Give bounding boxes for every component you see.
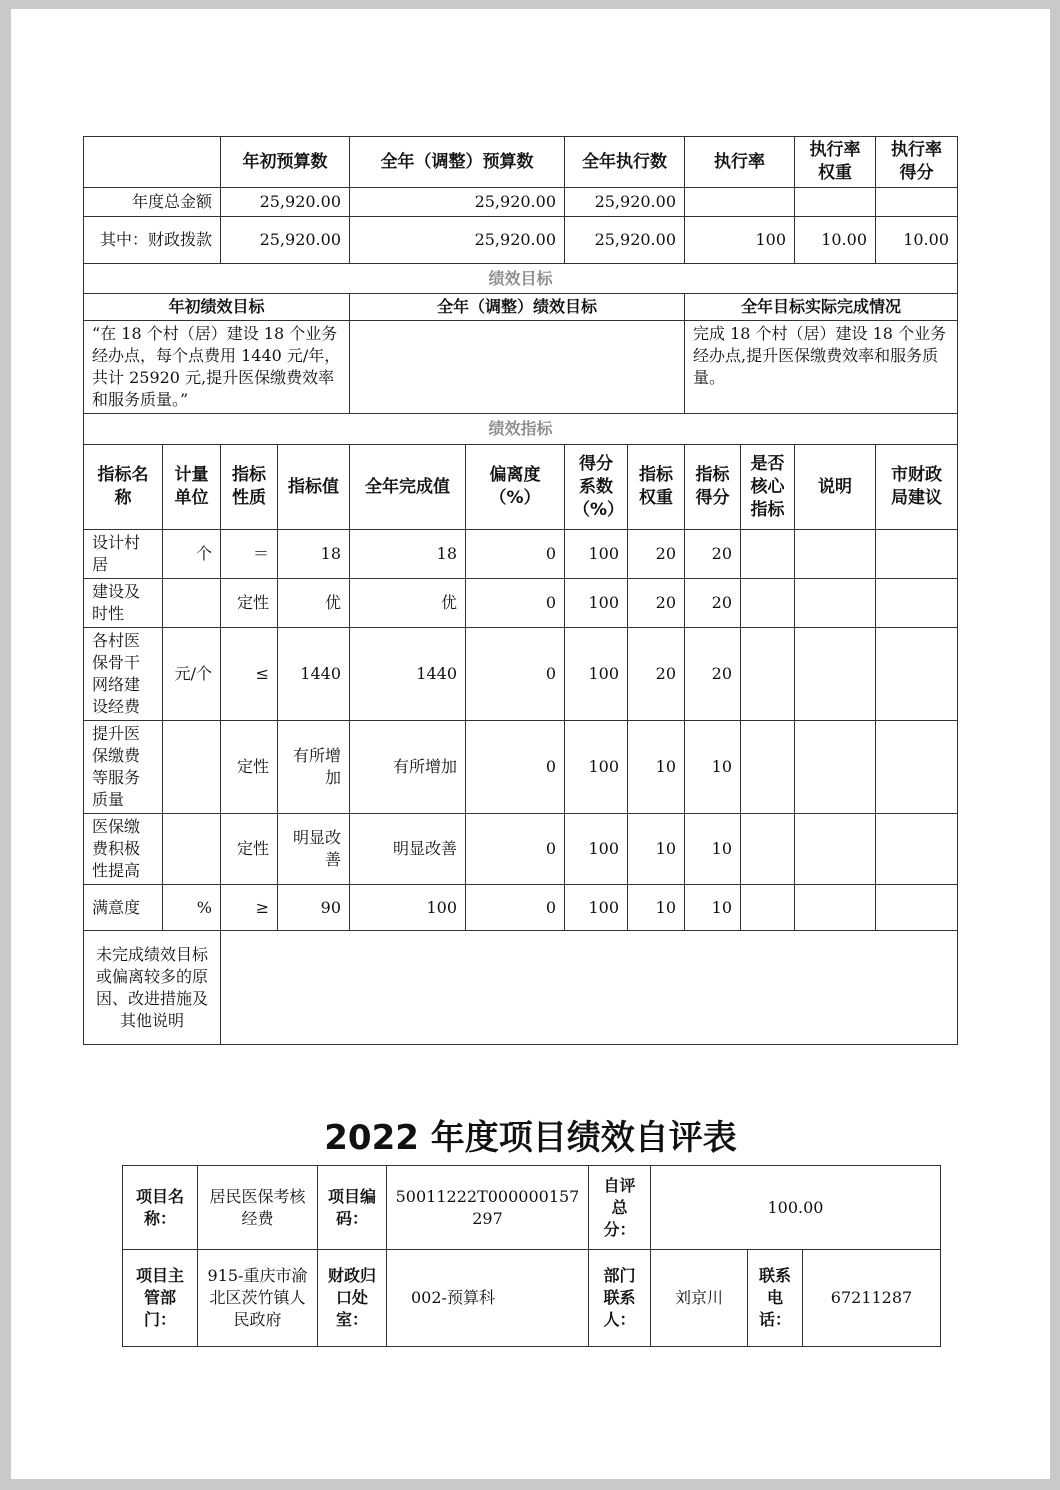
goals-section-row <box>84 264 958 294</box>
ind-header-deviation: 偏离度（%） <box>466 445 565 530</box>
fin-office-label: 财政归口处室： <box>318 1250 387 1347</box>
indicator-core <box>741 579 795 628</box>
self-score-label: 自评总分： <box>589 1166 651 1250</box>
document-page <box>11 9 1050 1479</box>
fiscal-initial: 25,920.00 <box>221 217 350 264</box>
indicator-deviation: 0 <box>466 628 565 721</box>
project-name: 居民医保考核经费 <box>198 1166 318 1250</box>
indicator-deviation: 0 <box>466 814 565 885</box>
total-initial: 25,920.00 <box>221 188 350 217</box>
performance-table <box>83 136 958 1045</box>
indicator-name: 医保缴费积极性提高 <box>84 814 163 885</box>
phone: 67211287 <box>803 1250 941 1347</box>
indicator-value: 18 <box>278 530 350 579</box>
ind-header-weight: 指标权重 <box>628 445 685 530</box>
indicator-weight: 20 <box>628 530 685 579</box>
ind-header-value: 指标值 <box>278 445 350 530</box>
indicator-unit: 元/个 <box>163 628 221 721</box>
indicator-nature: ≥ <box>221 885 278 931</box>
indicator-coef: 100 <box>565 721 628 814</box>
indicator-nature: ＝ <box>221 530 278 579</box>
indicator-value: 90 <box>278 885 350 931</box>
indicator-core <box>741 628 795 721</box>
indicator-unit: 个 <box>163 530 221 579</box>
project-info-table <box>122 1165 941 1347</box>
indicator-value: 优 <box>278 579 350 628</box>
unfinished-text <box>221 931 958 1045</box>
fiscal-rate: 100 <box>685 217 795 264</box>
goal-initial-header: 年初绩效目标 <box>84 294 350 321</box>
contact: 刘京川 <box>651 1250 748 1347</box>
indicator-row <box>84 814 958 885</box>
indicator-actual: 100 <box>350 885 466 931</box>
indicator-core <box>741 814 795 885</box>
goal-adjusted-header: 全年（调整）绩效目标 <box>350 294 685 321</box>
ind-header-nature: 指标性质 <box>221 445 278 530</box>
indicator-note <box>795 721 876 814</box>
indicator-value: 1440 <box>278 628 350 721</box>
indicator-weight: 10 <box>628 885 685 931</box>
indicator-name: 提升医保缴费等服务质量 <box>84 721 163 814</box>
ind-header-name: 指标名称 <box>84 445 163 530</box>
indicator-core <box>741 885 795 931</box>
indicator-score: 20 <box>685 579 741 628</box>
indicator-row <box>84 885 958 931</box>
indicator-unit <box>163 579 221 628</box>
indicator-deviation: 0 <box>466 885 565 931</box>
project-row-1 <box>123 1166 941 1250</box>
budget-fiscal-row <box>84 217 958 264</box>
indicator-core <box>741 530 795 579</box>
fiscal-executed: 25,920.00 <box>565 217 685 264</box>
fiscal-score: 10.00 <box>876 217 958 264</box>
indicator-score: 10 <box>685 814 741 885</box>
fiscal-weight: 10.00 <box>795 217 876 264</box>
indicator-advice <box>876 721 958 814</box>
indicator-score: 20 <box>685 628 741 721</box>
fin-office: 002-预算科 <box>387 1250 589 1347</box>
header-initial-budget: 年初预算数 <box>221 137 350 188</box>
goal-actual-header: 全年目标实际完成情况 <box>685 294 958 321</box>
header-rate-weight: 执行率权重 <box>795 137 876 188</box>
indicator-advice <box>876 814 958 885</box>
indicator-rows <box>84 530 958 931</box>
project-code: 50011222T000000157297 <box>387 1166 589 1250</box>
indicator-unit <box>163 721 221 814</box>
ind-header-note: 说明 <box>795 445 876 530</box>
indicator-weight: 10 <box>628 721 685 814</box>
total-rate <box>685 188 795 217</box>
unfinished-row <box>84 931 958 1045</box>
indicator-advice <box>876 628 958 721</box>
indicator-value: 明显改善 <box>278 814 350 885</box>
indicator-weight: 10 <box>628 814 685 885</box>
indicator-advice <box>876 579 958 628</box>
total-executed: 25,920.00 <box>565 188 685 217</box>
goals-header-row <box>84 294 958 321</box>
indicator-value: 有所增加 <box>278 721 350 814</box>
indicator-note <box>795 579 876 628</box>
phone-label: 联系电话： <box>748 1250 803 1347</box>
indicator-score: 20 <box>685 530 741 579</box>
dept-label: 项目主管部门： <box>123 1250 198 1347</box>
indicator-unit: % <box>163 885 221 931</box>
indicator-deviation: 0 <box>466 579 565 628</box>
indicator-advice <box>876 885 958 931</box>
project-code-label: 项目编码： <box>318 1166 387 1250</box>
indicator-nature: 定性 <box>221 814 278 885</box>
indicator-coef: 100 <box>565 885 628 931</box>
indicator-actual: 18 <box>350 530 466 579</box>
indicator-nature: 定性 <box>221 579 278 628</box>
indicator-name: 满意度 <box>84 885 163 931</box>
indicator-coef: 100 <box>565 814 628 885</box>
goal-actual-text: 完成 18 个村（居）建设 18 个业务经办点,提升医保缴费效率和服务质量。 <box>685 321 958 414</box>
indicator-nature: 定性 <box>221 721 278 814</box>
ind-header-actual: 全年完成值 <box>350 445 466 530</box>
indicator-note <box>795 628 876 721</box>
total-adjusted: 25,920.00 <box>350 188 565 217</box>
indicator-score: 10 <box>685 721 741 814</box>
indicator-row <box>84 530 958 579</box>
project-name-label: 项目名称： <box>123 1166 198 1250</box>
indicators-section-title: 绩效指标 <box>84 414 958 445</box>
indicator-row <box>84 721 958 814</box>
goals-content-row <box>84 321 958 414</box>
ind-header-coef: 得分系数（%） <box>565 445 628 530</box>
indicator-note <box>795 814 876 885</box>
indicator-actual: 1440 <box>350 628 466 721</box>
header-rate-score: 执行率得分 <box>876 137 958 188</box>
budget-total-row <box>84 188 958 217</box>
header-adjusted-budget: 全年（调整）预算数 <box>350 137 565 188</box>
indicator-note <box>795 530 876 579</box>
contact-label: 部门联系人： <box>589 1250 651 1347</box>
indicator-actual: 明显改善 <box>350 814 466 885</box>
indicator-name: 设计村居 <box>84 530 163 579</box>
indicator-coef: 100 <box>565 628 628 721</box>
form2-title: 2022 年度项目绩效自评表 <box>324 1118 737 1158</box>
unfinished-label: 未完成绩效目标或偏离较多的原因、改进措施及其他说明 <box>84 931 221 1045</box>
indicator-row <box>84 579 958 628</box>
blank-cell <box>84 137 221 188</box>
header-exec-rate: 执行率 <box>685 137 795 188</box>
indicator-header-row <box>84 445 958 530</box>
indicator-row <box>84 628 958 721</box>
indicator-name: 建设及时性 <box>84 579 163 628</box>
indicator-note <box>795 885 876 931</box>
goal-initial-text: “在 18 个村（居）建设 18 个业务经办点，每个点费用 1440 元/年，共计 25920 元,提升医保缴费效率和服务质量。” <box>84 321 350 414</box>
ind-header-unit: 计量单位 <box>163 445 221 530</box>
indicator-score: 10 <box>685 885 741 931</box>
indicator-advice <box>876 530 958 579</box>
indicator-core <box>741 721 795 814</box>
indicator-nature: ≤ <box>221 628 278 721</box>
self-score: 100.00 <box>651 1166 941 1250</box>
fiscal-adjusted: 25,920.00 <box>350 217 565 264</box>
indicator-actual: 优 <box>350 579 466 628</box>
total-score <box>876 188 958 217</box>
header-executed: 全年执行数 <box>565 137 685 188</box>
indicator-name: 各村医保骨干网络建设经费 <box>84 628 163 721</box>
fiscal-label: 其中：财政拨款 <box>84 217 221 264</box>
indicator-unit <box>163 814 221 885</box>
indicator-weight: 20 <box>628 628 685 721</box>
indicator-deviation: 0 <box>466 721 565 814</box>
goals-section-title: 绩效目标 <box>84 264 958 294</box>
project-row-2 <box>123 1250 941 1347</box>
budget-header-row <box>84 137 958 188</box>
indicator-deviation: 0 <box>466 530 565 579</box>
ind-header-advice: 市财政局建议 <box>876 445 958 530</box>
indicator-coef: 100 <box>565 579 628 628</box>
dept: 915-重庆市渝北区茨竹镇人民政府 <box>198 1250 318 1347</box>
total-label: 年度总金额 <box>84 188 221 217</box>
goal-adjusted-text <box>350 321 685 414</box>
indicators-section-row <box>84 414 958 445</box>
indicator-coef: 100 <box>565 530 628 579</box>
indicator-actual: 有所增加 <box>350 721 466 814</box>
ind-header-core: 是否核心指标 <box>741 445 795 530</box>
total-weight <box>795 188 876 217</box>
ind-header-score: 指标得分 <box>685 445 741 530</box>
indicator-weight: 20 <box>628 579 685 628</box>
